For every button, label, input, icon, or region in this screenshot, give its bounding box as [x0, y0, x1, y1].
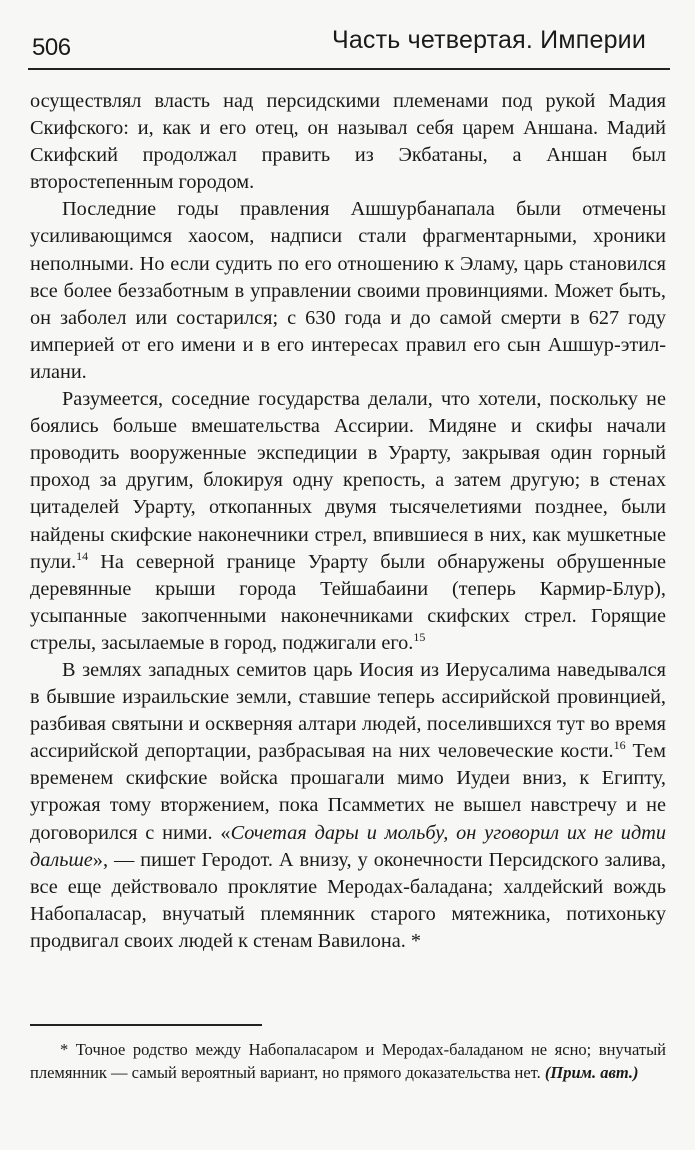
herodotus-quote: Сочетая дары и мольбу, он уговорил их не идти дальше	[30, 821, 666, 871]
paragraph-4-text-end: », — пишет Геродот. А внизу, у оконечности Персидского залива, все еще действовало проклятие Меродах-баладана; халдейский вождь Набопаласар, внучатый племянник старого мятежника, потихоньку продвигал своих людей к стенам Вавилона. *	[30, 848, 666, 952]
paragraph-4-text: В землях западных семитов царь Иосия из Иерусалима наведывался в бывшие израильские земли, ставшие теперь ассирийской провинцией, разбивая святыни и оскверняя алтари людей, поселившихся тут во время ассирийской депортации, разбрасывая на них человеческие кости.	[30, 658, 666, 763]
footnote	[30, 1038, 666, 1084]
paragraph-1: осуществлял власть над персидскими племенами под рукой Мадия Скифского: и, как и его отец, он называл себя царем Аншана. Мадий Скифский продолжал править из Экбатаны, а Аншан был второстепенным городом.	[30, 90, 666, 194]
body-text	[30, 88, 666, 955]
header-rule	[28, 68, 670, 70]
paragraph-3-text-cont: На северной границе Урарту были обнаружены обрушенные деревянные крыши города Тейшабаини (теперь Кармир-Блур), усыпанные закопченными наконечниками скифских стрел. Горящие стрелы, засылаемые в город, поджигали его.	[30, 550, 666, 654]
paragraph-2: Последние годы правления Ашшурбанапала были отмечены усиливающимся хаосом, надписи стали фрагментарными, хроники неполными. Но если судить по его отношению к Эламу, царь становился все более беззаботным в управлении своими провинциями. Может быть, он заболел или состарился; с 630 года и до самой смерти в 627 году империей от его имени и в его интересах правил его сын Ашшур-этил-илани.	[30, 198, 666, 383]
page-number: 506	[32, 34, 71, 61]
note-ref-15: 15	[413, 630, 426, 645]
paragraph-3-text: Разумеется, соседние государства делали, что хотели, поскольку не боялись больше вмешательства Ассирии. Мидяне и скифы начали проводить вооруженные экспедиции в Урарту, закрывая один горный проход за другим, блокируя одну крепость, а затем другую; в стенах цитаделей Урарту, откопанных двумя тысячелетиями позднее, были найдены скифские наконечники стрел, впившиеся в них, как мушкетные пули.	[30, 388, 666, 573]
footnote-rule	[30, 1024, 262, 1026]
note-ref-16: 16	[613, 738, 626, 753]
paragraph-4-text-cont: Тем временем скифские войска прошагали мимо Иудеи вниз, к Египту, угрожая тому вторжением, пока Псамметих не вышел навстречу и не договорился с ними. «	[30, 740, 666, 844]
footnote-text: * Точное родство между Набопаласаром и Меродах-баладаном не ясно; внучатый племянник — самый вероятный вариант, но прямого доказательства нет.	[30, 1040, 666, 1082]
running-head: Часть четвертая. Империи	[331, 26, 646, 54]
note-ref-14: 14	[76, 548, 89, 563]
paragraph-4	[30, 657, 666, 955]
page-header	[28, 22, 668, 70]
paragraph-3	[30, 386, 666, 657]
footnote-attribution: (Прим. авт.)	[544, 1063, 639, 1082]
